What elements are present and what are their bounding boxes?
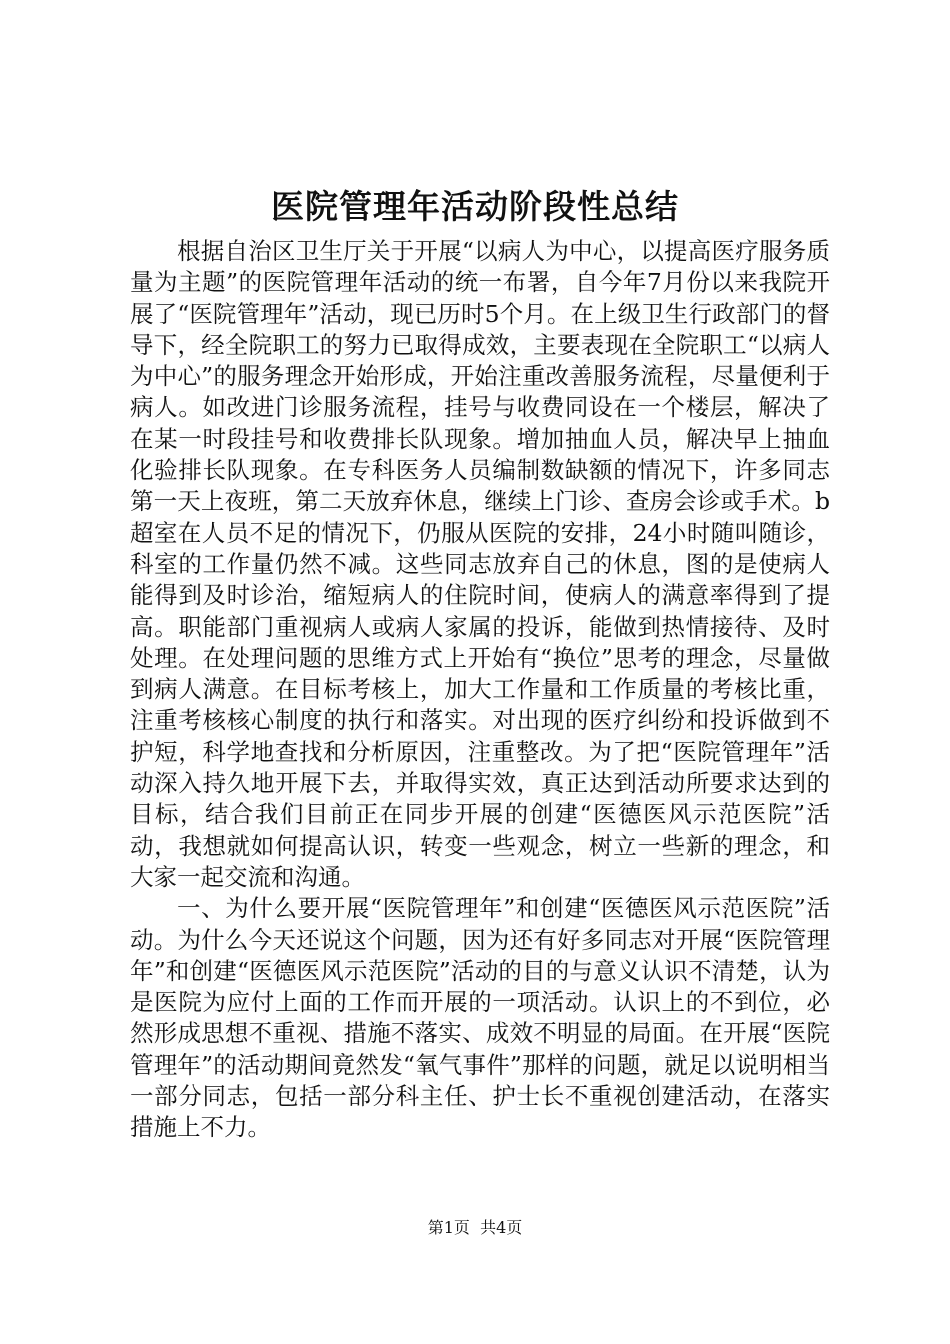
document-body (130, 236, 830, 1144)
paragraph-1: 根据自治区卫生厅关于开展“以病人为中心，以提高医疗服务质量为主题”的医院管理年活动的统一布署，自今年7月份以来我院开展了“医院管理年”活动，现已历时5个月。在上级卫生行政部门的督导下，经全院职工的努力已取得成效，主要表现在全院职工“以病人为中心”的服务理念开始形成，开始注重改善服务流程，尽量便利于病人。如改进门诊服务流程，挂号与收费同设在一个楼层，解决了在某一时段挂号和收费排长队现象。增加抽血人员，解决早上抽血化验排长队现象。在专科医务人员编制数缺额的情况下，许多同志第一天上夜班，第二天放弃休息，继续上门诊、查房会诊或手术。b超室在人员不足的情况下，仍服从医院的安排，24小时随叫随诊，科室的工作量仍然不减。这些同志放弃自己的休息，图的是使病人能得到及时诊治，缩短病人的住院时间，使病人的满意率得到了提高。职能部门重视病人或病人家属的投诉，能做到热情接待、及时处理。在处理问题的思维方式上开始有“换位”思考的理念，尽量做到病人满意。在目标考核上，加大工作量和工作质量的考核比重，注重考核核心制度的执行和落实。对出现的医疗纠纷和投诉做到不护短，科学地查找和分析原因，注重整改。为了把“医院管理年”活动深入持久地开展下去，并取得实效，真正达到活动所要求达到的目标，结合我们目前正在同步开展的创建“医德医风示范医院”活动，我想就如何提高认识，转变一些观念，树立一些新的理念，和大家一起交流和沟通。 (130, 237, 830, 891)
page-footer (0, 1216, 950, 1240)
page-number: 第1页 共4页 (427, 1218, 523, 1237)
document-title: 医院管理年活动阶段性总结 (271, 187, 679, 226)
paragraph-2: 一、为什么要开展“医院管理年”和创建“医德医风示范医院”活动。为什么今天还说这个问题，因为还有好多同志对开展“医院管理年”和创建“医德医风示范医院”活动的目的与意义认识不清楚，认为是医院为应付上面的工作而开展的一项活动。认识上的不到位，必然形成思想不重视、措施不落实、成效不明显的局面。在开展“医院管理年”的活动期间竟然发“氧气事件”那样的问题，就足以说明相当一部分同志，包括一部分科主任、护士长不重视创建活动，在落实措施上不力。 (130, 894, 830, 1142)
